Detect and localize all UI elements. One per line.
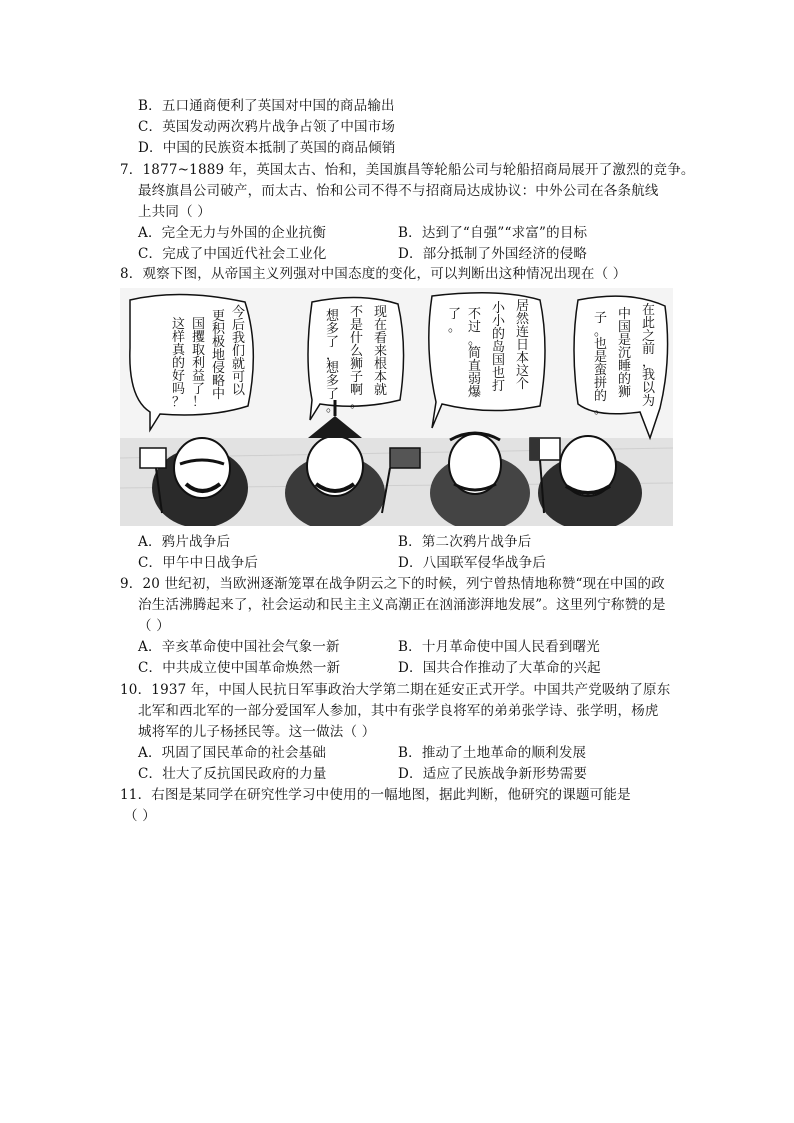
q11-stem-line2: （ ） — [124, 808, 156, 824]
q7-option-d: D．部分抵制了外国经济的侵略 — [398, 246, 588, 262]
bubble-char: 就 — [374, 383, 388, 398]
bubble-char: 小 — [492, 314, 506, 329]
bubble-char: 今 — [232, 305, 246, 320]
bubble-char: 蛮 — [594, 363, 608, 378]
bubble-char: 岛 — [492, 340, 506, 355]
bubble-char: 中 — [618, 307, 632, 322]
bubble-char: 然 — [516, 312, 530, 327]
bubble-char: 之 — [642, 329, 656, 344]
bubble-char: 国 — [492, 353, 506, 368]
q10-stem-line1: 10．1937 年，中国人民抗日军事政治大学第二期在延安正式开学。中国共产党吸纳了原东 — [120, 682, 671, 698]
bubble-char: 。 — [594, 402, 608, 417]
bubble-char: 可 — [232, 370, 246, 385]
bubble-char: 想 — [326, 309, 340, 324]
bubble-3-col-2 — [468, 307, 481, 400]
bubble-char: 直 — [468, 359, 482, 374]
bubble-char: 。 — [448, 320, 462, 335]
bubble-char: 以 — [642, 381, 656, 396]
q7-option-a: A．完全无力与外国的企业抗衡 — [138, 225, 327, 241]
q7-stem-line1: 7．1877~1889 年，英国太古、怡和，美国旗昌等轮船公司与轮船招商局展开了激烈的竞争。 — [120, 162, 695, 178]
bubble-char: 攫 — [192, 330, 206, 345]
bubble-3-col-3 — [492, 301, 506, 394]
bubble-4-col-3 — [642, 303, 656, 409]
q6-option-d: D．中国的民族资本抵制了英国的商品倾销 — [138, 140, 396, 156]
bubble-char: 积 — [212, 322, 226, 337]
bubble-char: 子 — [594, 311, 608, 326]
bubble-char: 是 — [594, 350, 608, 365]
bubble-char: 拼 — [594, 376, 608, 391]
bubble-4-text — [594, 303, 656, 417]
q8-option-b: B．第二次鸦片战争后 — [398, 534, 532, 550]
bubble-char: 爆 — [468, 385, 482, 400]
q9-stem-line2: 治生活沸腾起来了，社会运动和民主主义高潮正在汹涌澎湃地发展”。这里列宁称赞的是 — [138, 597, 666, 613]
bubble-char: 根 — [374, 357, 388, 372]
q9-stem-line3: （ ） — [138, 618, 170, 634]
bubble-char: 取 — [192, 343, 206, 358]
bubble-char: 益 — [192, 369, 206, 384]
q7-stem-line2: 最终旗昌公司破产，而太古、怡和公司不得不与招商局达成协议：中外公司在各条航线 — [138, 183, 659, 199]
bubble-char: 极 — [212, 335, 226, 350]
bubble-char: 好 — [172, 369, 186, 384]
bubble-2-col-3 — [374, 305, 387, 398]
bubble-char: 个 — [516, 377, 530, 392]
bubble-char: 这 — [172, 317, 186, 332]
bubble-char: 真 — [172, 343, 186, 358]
flag-icon — [390, 448, 420, 468]
bubble-char: 我 — [232, 331, 246, 346]
bubble-char: 打 — [492, 379, 506, 394]
bubble-char: 不 — [350, 305, 364, 320]
q6-option-c: C．英国发动两次鸦片战争占领了中国市场 — [138, 119, 396, 135]
bubble-char: 来 — [374, 344, 388, 359]
bubble-char: 。 — [594, 324, 608, 339]
bubble-char: 略 — [212, 374, 226, 389]
bubble-char: ？ — [172, 395, 186, 410]
q8-option-a: A．鸦片战争后 — [138, 534, 231, 550]
q10-option-b: B．推动了土地革命的顺利发展 — [398, 745, 587, 761]
bubble-1-col-2 — [192, 317, 205, 410]
bubble-char: 样 — [172, 330, 186, 345]
bubble-char: 就 — [232, 357, 246, 372]
q7-option-c: C．完成了中国近代社会工业化 — [138, 246, 327, 262]
bubble-char: 地 — [212, 348, 226, 363]
bubble-char: 此 — [642, 316, 656, 331]
bubble-char: 日 — [516, 338, 530, 353]
bubble-char: 么 — [350, 344, 364, 359]
bubble-char: ， — [326, 348, 340, 363]
bubble-char: 了 — [192, 382, 206, 397]
bubble-char: 在 — [374, 318, 388, 333]
flag-icon — [140, 448, 166, 468]
bubble-4-col-2 — [618, 306, 631, 400]
bubble-char: 我 — [642, 368, 656, 383]
bubble-char: 了 — [448, 307, 462, 322]
bubble-char: 也 — [594, 337, 608, 352]
q9-option-b: B．十月革命使中国人民看到曙光 — [398, 639, 600, 655]
bubble-char: 吗 — [172, 382, 186, 397]
bubble-char: 简 — [468, 346, 482, 361]
bubble-char: 了 — [326, 387, 340, 402]
q8-stem: 8．观察下图，从帝国主义列强对中国态度的变化，可以判断出这种情况出现在（ ） — [120, 266, 627, 282]
bubble-char: 以 — [232, 383, 246, 398]
bubble-char: 后 — [232, 318, 246, 333]
bubble-char: 是 — [618, 333, 632, 348]
bubble-char: 国 — [618, 320, 632, 335]
bubble-char: ， — [642, 355, 656, 370]
q10-stem-line3: 城将军的儿子杨拯民等。这一做法（ ） — [138, 724, 376, 740]
bubble-char: 为 — [642, 394, 656, 409]
bubble-char: 过 — [468, 320, 482, 335]
bubble-1-col-3 — [212, 309, 226, 402]
bubble-char: 也 — [492, 366, 506, 381]
bubble-char: 小 — [492, 301, 506, 316]
bubble-char: 前 — [642, 342, 656, 357]
bubble-char: 子 — [350, 370, 364, 385]
bubble-char: 的 — [618, 372, 632, 387]
q9-stem-line1: 9．20 世纪初，当欧洲逐渐笼罩在战争阴云之下的时候，列宁曾热情地称赞“现在中国的政 — [120, 576, 665, 592]
bubble-char: 居 — [516, 299, 530, 314]
bubble-char: 侵 — [212, 361, 226, 376]
bubble-char: 的 — [594, 389, 608, 404]
q9-option-c: C．中共成立使中国革命焕然一新 — [138, 660, 341, 676]
q10-stem-line2: 北军和西北军的一部分爱国军人参加，其中有张学良将军的弟弟张学诗、张学明，杨虎 — [138, 703, 659, 719]
bubble-char: 。 — [326, 400, 340, 415]
q10-option-c: C．壮大了反抗国民政府的力量 — [138, 766, 327, 782]
bubble-char: 在 — [642, 303, 656, 318]
bubble-char: 狮 — [618, 385, 632, 400]
bubble-char: 更 — [212, 309, 226, 324]
bubble-char: ！ — [192, 395, 206, 410]
bubble-4-col-1 — [594, 311, 607, 417]
q8-option-c: C．甲午中日战争后 — [138, 555, 259, 571]
bubble-1-col-1 — [172, 317, 186, 410]
bubble-char: 的 — [492, 327, 506, 342]
q6-option-b: B．五口通商便利了英国对中国的商品输出 — [138, 98, 395, 114]
bubble-char: 现 — [374, 305, 388, 320]
political-cartoon-image — [120, 288, 673, 526]
bubble-char: 睡 — [618, 359, 632, 374]
bubble-char: 们 — [232, 344, 246, 359]
bubble-char: 想 — [326, 361, 340, 376]
bubble-char: 这 — [516, 364, 530, 379]
bubble-char: 利 — [192, 356, 206, 371]
bubble-2-col-1 — [326, 308, 340, 415]
bubble-char: 本 — [516, 351, 530, 366]
bubble-char: 弱 — [468, 372, 482, 387]
q9-option-a: A．辛亥革命使中国社会气象一新 — [138, 639, 340, 655]
bubble-char: 。 — [350, 396, 364, 411]
bubble-char: 中 — [212, 387, 226, 402]
bubble-char: 什 — [350, 331, 364, 346]
bubble-2-col-2 — [350, 305, 363, 411]
q7-stem-line3: 上共同（ ） — [138, 204, 211, 220]
q7-option-b: B．达到了“自强”“求富”的目标 — [398, 225, 588, 241]
bubble-char: 狮 — [350, 357, 364, 372]
bubble-char: 的 — [172, 356, 186, 371]
bubble-char: 国 — [192, 317, 206, 332]
bubble-char: 多 — [326, 322, 340, 337]
bubble-3-col-4 — [516, 299, 530, 392]
bubble-char: 不 — [468, 307, 482, 322]
q9-option-d: D．国共合作推动了大革命的兴起 — [398, 660, 601, 676]
q11-stem-line1: 11．右图是某同学在研究性学习中使用的一幅地图，据此判断，他研究的课题可能是 — [120, 787, 631, 803]
q10-option-d: D．适应了民族战争新形势需要 — [398, 766, 588, 782]
bubble-1-col-4 — [232, 304, 246, 398]
q10-option-a: A．巩固了国民革命的社会基础 — [138, 745, 327, 761]
bubble-char: 是 — [350, 318, 364, 333]
bubble-char: 看 — [374, 331, 388, 346]
bubble-3-col-1 — [448, 307, 461, 335]
bubble-char: 本 — [374, 370, 388, 385]
bubble-char: 啊 — [350, 383, 364, 398]
q8-option-d: D．八国联军侵华战争后 — [398, 555, 547, 571]
bubble-char: 沉 — [618, 346, 632, 361]
bubble-char: 了 — [326, 335, 340, 350]
bubble-char: 。 — [468, 333, 482, 348]
bubble-char: 连 — [516, 325, 530, 340]
bubble-char: 多 — [326, 374, 340, 389]
